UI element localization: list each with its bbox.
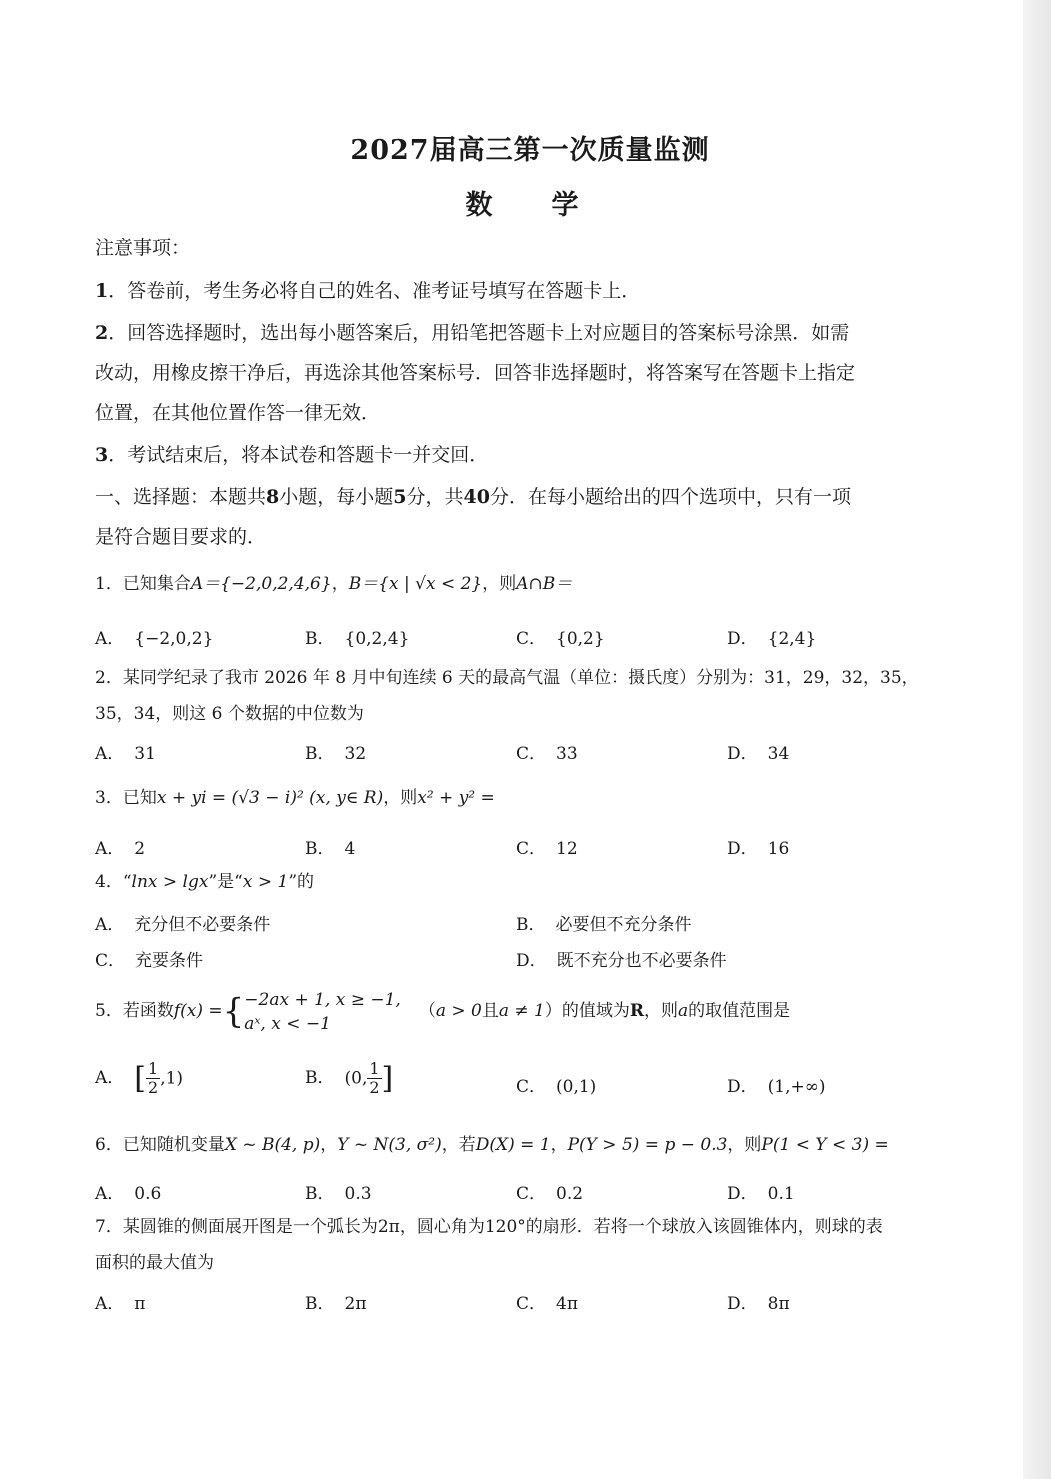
question-3-stem xyxy=(95,786,965,810)
option-key: C． xyxy=(516,1184,547,1204)
q6-prob-given: P(Y > 5) = p − 0.3 xyxy=(567,1135,728,1155)
section-1-points-each: 5 xyxy=(393,486,407,508)
q4-option-a xyxy=(95,910,270,935)
option-value: 12 xyxy=(556,839,578,859)
fraction-denominator: 2 xyxy=(369,1078,380,1097)
q3-option-b xyxy=(305,834,355,859)
q7-option-c xyxy=(516,1289,578,1314)
q1-set-a: A＝{−2,0,2,4,6} xyxy=(190,574,332,594)
q5-cond-1: a > 0 xyxy=(435,1001,482,1021)
option-bracket: [ xyxy=(134,1061,146,1096)
option-key: D． xyxy=(727,629,758,649)
q5-real-set: R xyxy=(629,1001,644,1021)
option-key: C． xyxy=(95,951,126,971)
notice-item-1 xyxy=(95,279,965,303)
option-key: B． xyxy=(516,915,546,935)
fraction-denominator: 2 xyxy=(148,1078,159,1097)
notice-item-3 xyxy=(95,443,965,467)
notice-item-1-number: 1 xyxy=(95,280,109,302)
option-key: D． xyxy=(727,1184,758,1204)
q2-option-c xyxy=(516,739,578,764)
notice-item-2-number: 2 xyxy=(95,322,109,344)
notice-item-3-text: ．考试结束后，将本试卷和答题卡一并交回． xyxy=(108,444,489,466)
q6-option-b xyxy=(305,1179,372,1204)
subject-title: 数 学 xyxy=(465,190,595,221)
q3-target: x² + y² = xyxy=(417,788,495,808)
question-1-stem xyxy=(95,572,965,596)
q5-stem-a: 5．若函数 xyxy=(95,1001,174,1021)
question-5-stem xyxy=(95,983,965,1039)
notice-item-2-line-1 xyxy=(95,321,965,345)
option-key: C． xyxy=(516,839,547,859)
q1-option-b xyxy=(305,624,409,649)
q5-function-name: f(x) = xyxy=(173,1001,223,1021)
q3-equation: x + yi = (√3 − i)² (x, y∈ R) xyxy=(156,788,384,808)
q5-option-d xyxy=(727,1072,826,1097)
q5-stem-c: （ xyxy=(418,1001,436,1021)
option-value: (1,+∞) xyxy=(767,1077,826,1097)
q4-option-d xyxy=(516,946,727,971)
section-1-intro-c: 小题，每小题 xyxy=(279,486,394,508)
q1-option-d xyxy=(727,624,816,649)
q5-option-a xyxy=(95,1060,183,1097)
q7-option-b xyxy=(305,1289,367,1314)
option-value: 充要条件 xyxy=(135,951,204,971)
q5-stem-k: 的取值范围是 xyxy=(688,1001,791,1021)
question-2-stem-line-1: 2．某同学纪录了我市 2026 年 8 月中旬连续 6 天的最高气温（单位：摄氏度）分别为：31，29，32，35， xyxy=(95,668,919,688)
question-7-stem-line-2: 面积的最大值为 xyxy=(95,1253,214,1273)
section-1-intro-e: 分，共 xyxy=(406,486,464,508)
option-key: B． xyxy=(305,1294,335,1314)
q7-angle: 120° xyxy=(484,1217,526,1237)
page-edge-shadow xyxy=(1023,0,1051,1479)
q5-piecewise xyxy=(244,988,401,1036)
option-value: 充分但不必要条件 xyxy=(134,915,271,935)
option-key: A． xyxy=(95,1184,125,1204)
option-value: ,1) xyxy=(160,1068,184,1089)
q1-stem-c: ， xyxy=(331,574,349,594)
q7-stem-e: 的扇形．若将一个球放入该圆锥体内，则球的表 xyxy=(525,1217,883,1237)
fraction-numerator: 1 xyxy=(369,1059,380,1078)
q6-stem-g: ， xyxy=(550,1135,568,1155)
option-key: A． xyxy=(95,839,125,859)
section-1-intro-g: 分．在每小题给出的四个选项中，只有一项 xyxy=(489,486,851,508)
q6-option-a xyxy=(95,1179,161,1204)
option-value: 4π xyxy=(556,1294,579,1314)
question-4-stem xyxy=(95,870,965,894)
option-key: D． xyxy=(516,951,547,971)
option-key: D． xyxy=(727,839,758,859)
q1-set-b: B＝{x | √x < 2} xyxy=(348,574,483,594)
q6-option-c xyxy=(516,1179,583,1204)
q5-variable: a xyxy=(678,1001,689,1021)
section-1-intro-a: 一、选择题：本题共 xyxy=(95,486,267,508)
q2-option-a xyxy=(95,739,156,764)
option-bracket: ] xyxy=(381,1061,394,1096)
option-key: C． xyxy=(516,744,547,764)
piecewise-brace: { xyxy=(222,991,245,1032)
option-value: π xyxy=(134,1294,146,1314)
notice-item-3-number: 3 xyxy=(95,444,109,466)
q1-stem-e: ，则 xyxy=(482,574,517,594)
notice-heading: 注意事项： xyxy=(95,237,191,259)
q2-option-b xyxy=(305,739,366,764)
q7-arc-length: 2π xyxy=(377,1217,400,1237)
q5-stem-g: ）的值域为 xyxy=(544,1001,630,1021)
question-7-stem-line-1 xyxy=(95,1215,965,1239)
option-value: (0, xyxy=(344,1068,368,1089)
q1-stem-a: 1．已知集合 xyxy=(95,574,191,594)
option-value: {−2,0,2} xyxy=(134,629,214,649)
q5-stem-e: 且 xyxy=(481,1001,499,1021)
fraction-numerator: 1 xyxy=(148,1059,159,1078)
option-value: 32 xyxy=(344,744,367,764)
option-key: C． xyxy=(516,1077,547,1097)
option-value: 33 xyxy=(556,744,578,764)
option-value: 0.1 xyxy=(767,1184,795,1204)
q7-stem-c: ，圆心角为 xyxy=(399,1217,485,1237)
q4-stem-c: ”是“ xyxy=(208,872,243,892)
q5-piece-2: aˣ, x < −1 xyxy=(244,1013,331,1034)
exam-title: 2027届高三第一次质量监测 xyxy=(350,135,710,166)
option-key: B． xyxy=(305,1068,335,1088)
section-1-total: 40 xyxy=(463,486,490,508)
option-key: A． xyxy=(95,744,125,764)
q6-x-dist: X ~ B(4, p) xyxy=(224,1135,321,1155)
option-value: 2 xyxy=(134,839,146,859)
q3-option-d xyxy=(727,834,789,859)
q1-intersection: A∩B＝ xyxy=(516,574,573,594)
q1-option-a xyxy=(95,624,213,649)
q2-option-d xyxy=(727,739,789,764)
q6-stem-a: 6．已知随机变量 xyxy=(95,1135,225,1155)
q6-stem-c: ， xyxy=(320,1135,338,1155)
q5-option-b xyxy=(305,1060,393,1097)
q6-stem-e: ，若 xyxy=(441,1135,476,1155)
option-key: A． xyxy=(95,915,125,935)
option-key: B． xyxy=(305,629,335,649)
option-key: C． xyxy=(516,629,547,649)
section-1-intro-line-2: 是符合题目要求的． xyxy=(95,526,267,548)
q3-stem-a: 3．已知 xyxy=(95,788,157,808)
question-6-stem xyxy=(95,1133,965,1157)
option-value: 31 xyxy=(134,744,156,764)
question-2-stem-line-2: 35，34，则这 6 个数据的中位数为 xyxy=(95,704,364,724)
option-value: {2,4} xyxy=(767,629,817,649)
q7-stem-a: 7．某圆锥的侧面展开图是一个弧长为 xyxy=(95,1217,378,1237)
option-key: D． xyxy=(727,744,758,764)
option-value: (0,1) xyxy=(556,1077,597,1097)
fraction xyxy=(146,1060,160,1097)
q6-prob-target: P(1 < Y < 3) = xyxy=(761,1135,889,1155)
q3-option-c xyxy=(516,834,578,859)
q5-option-c xyxy=(516,1072,596,1097)
notice-item-2-text-1: ．回答选择题时，选出每小题答案后，用铅笔把答题卡上对应题目的答案标号涂黑．如需 xyxy=(108,322,850,344)
option-key: D． xyxy=(727,1077,758,1097)
option-key: A． xyxy=(95,1294,125,1314)
q4-stem-e: ”的 xyxy=(288,872,315,892)
q6-variance: D(X) = 1 xyxy=(475,1135,551,1155)
option-key: B． xyxy=(305,1184,335,1204)
notice-item-2-line-3: 位置，在其他位置作答一律无效． xyxy=(95,402,381,424)
option-value: 既不充分也不必要条件 xyxy=(556,951,727,971)
q6-option-d xyxy=(727,1179,795,1204)
q5-piece-1: −2ax + 1, x ≥ −1, xyxy=(244,989,401,1010)
q4-option-b xyxy=(516,910,692,935)
q4-option-c xyxy=(95,946,203,971)
option-value: 16 xyxy=(767,839,790,859)
section-1-intro-line-1 xyxy=(95,485,965,509)
option-value: {0,2} xyxy=(556,629,605,649)
q4-stem-a: 4．“ xyxy=(95,872,132,892)
fraction xyxy=(367,1060,381,1097)
option-value: 4 xyxy=(344,839,356,859)
option-key: B． xyxy=(305,839,335,859)
option-value: 34 xyxy=(767,744,790,764)
q4-condition-2: x > 1 xyxy=(242,872,289,892)
q7-option-d xyxy=(727,1289,790,1314)
option-value: 必要但不充分条件 xyxy=(555,915,692,935)
option-value: 0.6 xyxy=(134,1184,162,1204)
notice-item-1-text: ．答卷前，考生务必将自己的姓名、准考证号填写在答题卡上． xyxy=(108,280,641,302)
option-value: 2π xyxy=(344,1294,367,1314)
option-key: A． xyxy=(95,1068,125,1088)
q5-stem-i: ，则 xyxy=(644,1001,678,1021)
q3-stem-c: ，则 xyxy=(383,788,418,808)
q6-stem-i: ，则 xyxy=(727,1135,762,1155)
option-key: A． xyxy=(95,629,125,649)
q6-y-dist: Y ~ N(3, σ²) xyxy=(337,1135,442,1155)
option-value: {0,2,4} xyxy=(344,629,410,649)
option-value: 8π xyxy=(767,1294,790,1314)
notice-item-2-line-2: 改动，用橡皮擦干净后，再选涂其他答案标号．回答非选择题时，将答案写在答题卡上指定 xyxy=(95,362,856,384)
option-key: B． xyxy=(305,744,335,764)
q1-option-c xyxy=(516,624,605,649)
q4-condition-1: lnx > lgx xyxy=(131,872,209,892)
option-key: D． xyxy=(727,1294,758,1314)
option-value: 0.2 xyxy=(556,1184,584,1204)
q5-cond-2: a ≠ 1 xyxy=(498,1001,545,1021)
section-1-count: 8 xyxy=(266,486,280,508)
option-value: 0.3 xyxy=(344,1184,372,1204)
q7-option-a xyxy=(95,1289,145,1314)
q3-option-a xyxy=(95,834,145,859)
option-key: C． xyxy=(516,1294,547,1314)
